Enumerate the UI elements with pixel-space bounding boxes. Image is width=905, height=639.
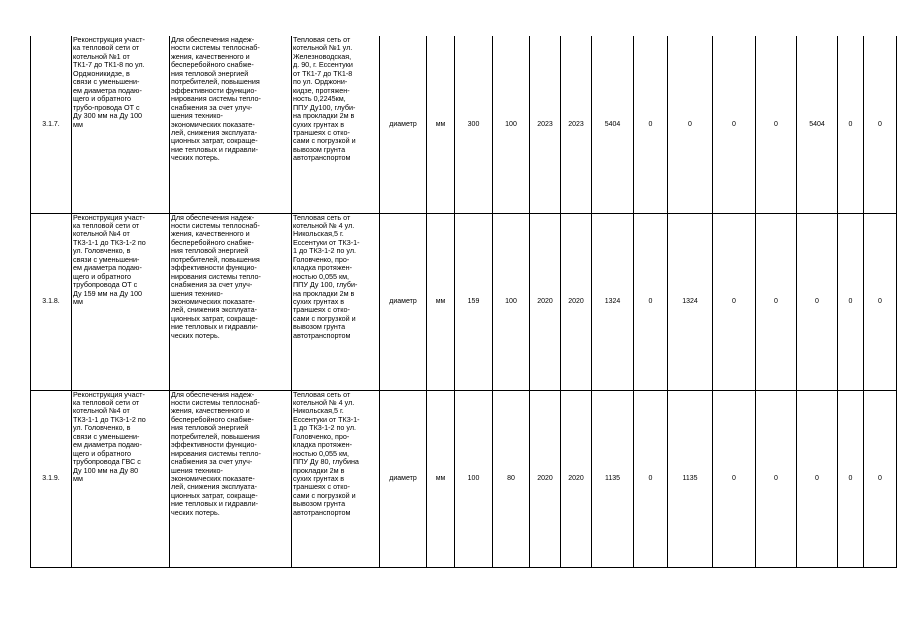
year-cost-1: 0 — [634, 36, 668, 213]
project-name: Реконструкция участ- ка тепловой сети от котельной №4 от ТК3-1-1 до ТК3-1-2 по ул. Головченко, в связи с уменьшени- ем диаметра подаю- щего и обратного трубопровода ОТ с Ду 159 мм на Ду 100 мм — [72, 213, 170, 390]
investment-program-table — [30, 36, 897, 568]
year-cost-2: 0 — [668, 36, 713, 213]
project-description: Тепловая сеть от котельной №1 ул. Железноводская, д. 90, г. Ессентуки от ТК1-7 до ТК1-8 по ул. Орджони- кидзе, протяжен- ность 0,2245км, ППУ Ду100, глуби- на прокладки 2м в сухих грунтах в траншеях с отко- сами с погрузкой и вывозом грунта автотранспортом — [292, 36, 380, 213]
project-purpose: Для обеспечения надеж- ности системы теплоснаб- жения, качественного и бесперебойного снабже- ния тепловой энергией потребителей, повышения эффективности функцио- нирования системы тепло- снабжения за счет улуч- шения технико- экономических показате- лей, снижения эксплуата- ционных затрат, сокраще- ние тепловых и гидравли- ческих потерь. — [170, 390, 292, 567]
project-name: Реконструкция участ- ка тепловой сети от котельной №4 от ТК3-1-1 до ТК3-1-2 по ул. Головченко, в связи с уменьшени- ем диаметра подаю- щего и обратного трубопровода ГВС с Ду 100 мм на Ду 80 мм — [72, 390, 170, 567]
parameter-name: диаметр — [380, 213, 427, 390]
year-cost-6: 0 — [838, 213, 864, 390]
table-row — [31, 36, 897, 213]
project-purpose: Для обеспечения надеж- ности системы теплоснаб- жения, качественного и бесперебойного снабже- ния тепловой энергией потребителей, повышения эффективности функцио- нирования системы тепло- снабжения за счет улуч- шения технико- экономических показате- лей, снижения эксплуата- ционных затрат, сокраще- ние тепловых и гидравли- ческих потерь. — [170, 213, 292, 390]
value-after: 80 — [493, 390, 530, 567]
project-description: Тепловая сеть от котельной № 4 ул. Никольская,5 г. Ессентуки от ТК3-1- 1 до ТК3-1-2 по ул. Головченко, про- кладка протяжен- ностью 0,055 км, ППУ Ду 80, глубина прокладки 2м в сухих грунтах в траншеях с отко- сами с погрузкой и вывозом грунта автотранспортом — [292, 390, 380, 567]
unit-of-measure: мм — [427, 213, 455, 390]
start-year: 2023 — [530, 36, 561, 213]
year-cost-7: 0 — [864, 36, 897, 213]
document-page — [30, 36, 897, 568]
unit-of-measure: мм — [427, 36, 455, 213]
parameter-name: диаметр — [380, 390, 427, 567]
total-cost: 1135 — [592, 390, 634, 567]
item-number: 3.1.8. — [31, 213, 72, 390]
year-cost-2: 1135 — [668, 390, 713, 567]
year-cost-4: 0 — [756, 390, 797, 567]
total-cost: 5404 — [592, 36, 634, 213]
value-after: 100 — [493, 213, 530, 390]
year-cost-4: 0 — [756, 213, 797, 390]
year-cost-6: 0 — [838, 390, 864, 567]
unit-of-measure: мм — [427, 390, 455, 567]
year-cost-2: 1324 — [668, 213, 713, 390]
project-description: Тепловая сеть от котельной № 4 ул. Никольская,5 г. Ессентуки от ТК3-1- 1 до ТК3-1-2 по ул. Головченко, про- кладка протяжен- ностью 0,055 км, ППУ Ду 100, глуби- на прокладки 2м в сухих грунтах в траншеях с отко- сами с погрузкой и вывозом грунта автотранспортом — [292, 213, 380, 390]
item-number: 3.1.7. — [31, 36, 72, 213]
year-cost-5: 0 — [797, 390, 838, 567]
year-cost-7: 0 — [864, 213, 897, 390]
value-before: 300 — [455, 36, 493, 213]
project-purpose: Для обеспечения надеж- ности системы теплоснаб- жения, качественного и бесперебойного снабже- ния тепловой энергией потребителей, повышения эффективности функцио- нирования системы тепло- снабжения за счет улуч- шения технико- экономических показате- лей, снижения эксплуата- ционных затрат, сокраще- ние тепловых и гидравли- ческих потерь. — [170, 36, 292, 213]
parameter-name: диаметр — [380, 36, 427, 213]
year-cost-6: 0 — [838, 36, 864, 213]
table-row — [31, 213, 897, 390]
year-cost-3: 0 — [713, 36, 756, 213]
start-year: 2020 — [530, 390, 561, 567]
year-cost-5: 0 — [797, 213, 838, 390]
year-cost-5: 5404 — [797, 36, 838, 213]
end-year: 2023 — [561, 36, 592, 213]
year-cost-3: 0 — [713, 390, 756, 567]
total-cost: 1324 — [592, 213, 634, 390]
value-after: 100 — [493, 36, 530, 213]
year-cost-7: 0 — [864, 390, 897, 567]
year-cost-1: 0 — [634, 390, 668, 567]
end-year: 2020 — [561, 213, 592, 390]
project-name: Реконструкция участ- ка тепловой сети от котельной №1 от ТК1-7 до ТК1-8 по ул. Орджоникидзе, в связи с уменьшени- ем диаметра подаю- щего и обратного трубо-провода ОТ с Ду 300 мм на Ду 100 мм — [72, 36, 170, 213]
year-cost-4: 0 — [756, 36, 797, 213]
start-year: 2020 — [530, 213, 561, 390]
item-number: 3.1.9. — [31, 390, 72, 567]
end-year: 2020 — [561, 390, 592, 567]
year-cost-3: 0 — [713, 213, 756, 390]
value-before: 159 — [455, 213, 493, 390]
value-before: 100 — [455, 390, 493, 567]
year-cost-1: 0 — [634, 213, 668, 390]
table-row — [31, 390, 897, 567]
